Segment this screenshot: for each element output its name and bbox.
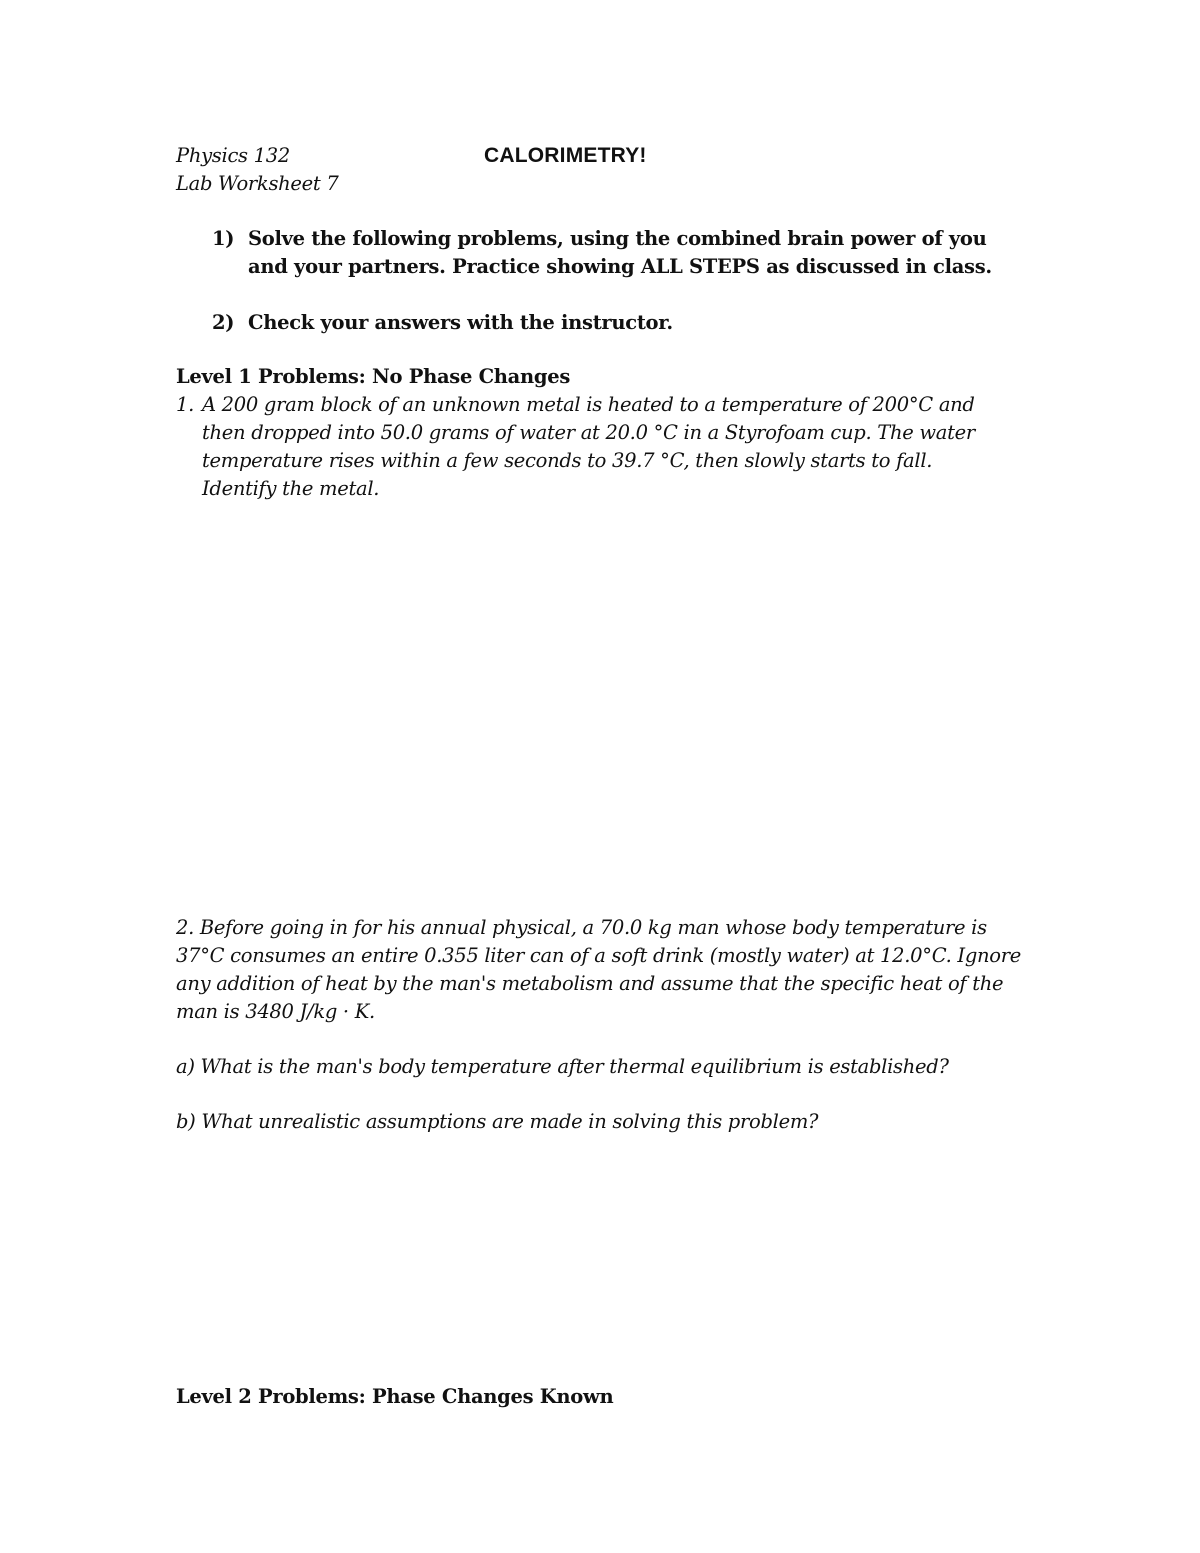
instruction-1-line-2: and your partners. Practice showing ALL STEPS as discussed in class. [248, 255, 992, 278]
problem-2-line-4: man is 3480 J/kg · K. [176, 1000, 375, 1023]
problem-1-line-4: Identify the metal. [202, 477, 380, 500]
problem-2-line-3: any addition of heat by the man's metabolism and assume that the specific heat of the [176, 972, 1004, 995]
level-2-heading: Level 2 Problems: Phase Changes Known [176, 1385, 614, 1408]
problem-1-line-1: A 200 gram block of an unknown metal is heated to a temperature of 200°C and [202, 393, 975, 416]
instruction-1-line-1: Solve the following problems, using the combined brain power of you [248, 227, 987, 250]
problem-2-part-b: b) What unrealistic assumptions are made in solving this problem? [176, 1110, 819, 1133]
worksheet-number: Lab Worksheet 7 [176, 172, 339, 195]
instruction-1-number: 1) [212, 227, 235, 250]
instruction-1 [212, 225, 987, 253]
course-name: Physics 132 [176, 144, 290, 167]
worksheet-title: CALORIMETRY! [484, 144, 647, 167]
problem-2-line-1: 2. Before going in for his annual physical, a 70.0 kg man whose body temperature is [176, 916, 987, 939]
instruction-2-number: 2) [212, 311, 235, 334]
instruction-2-line-1: Check your answers with the instructor. [248, 311, 673, 334]
problem-2-part-a: a) What is the man's body temperature after thermal equilibrium is established? [176, 1055, 949, 1078]
problem-1-line-2: then dropped into 50.0 grams of water at 20.0 °C in a Styrofoam cup. The water [202, 421, 975, 444]
level-1-heading: Level 1 Problems: No Phase Changes [176, 365, 570, 388]
problem-1-line-3: temperature rises within a few seconds to 39.7 °C, then slowly starts to fall. [202, 449, 933, 472]
problem-1-number: 1. [176, 393, 195, 416]
problem-2-line-2: 37°C consumes an entire 0.355 liter can of a soft drink (mostly water) at 12.0°C. Ignore [176, 944, 1021, 967]
instruction-2 [212, 309, 673, 337]
